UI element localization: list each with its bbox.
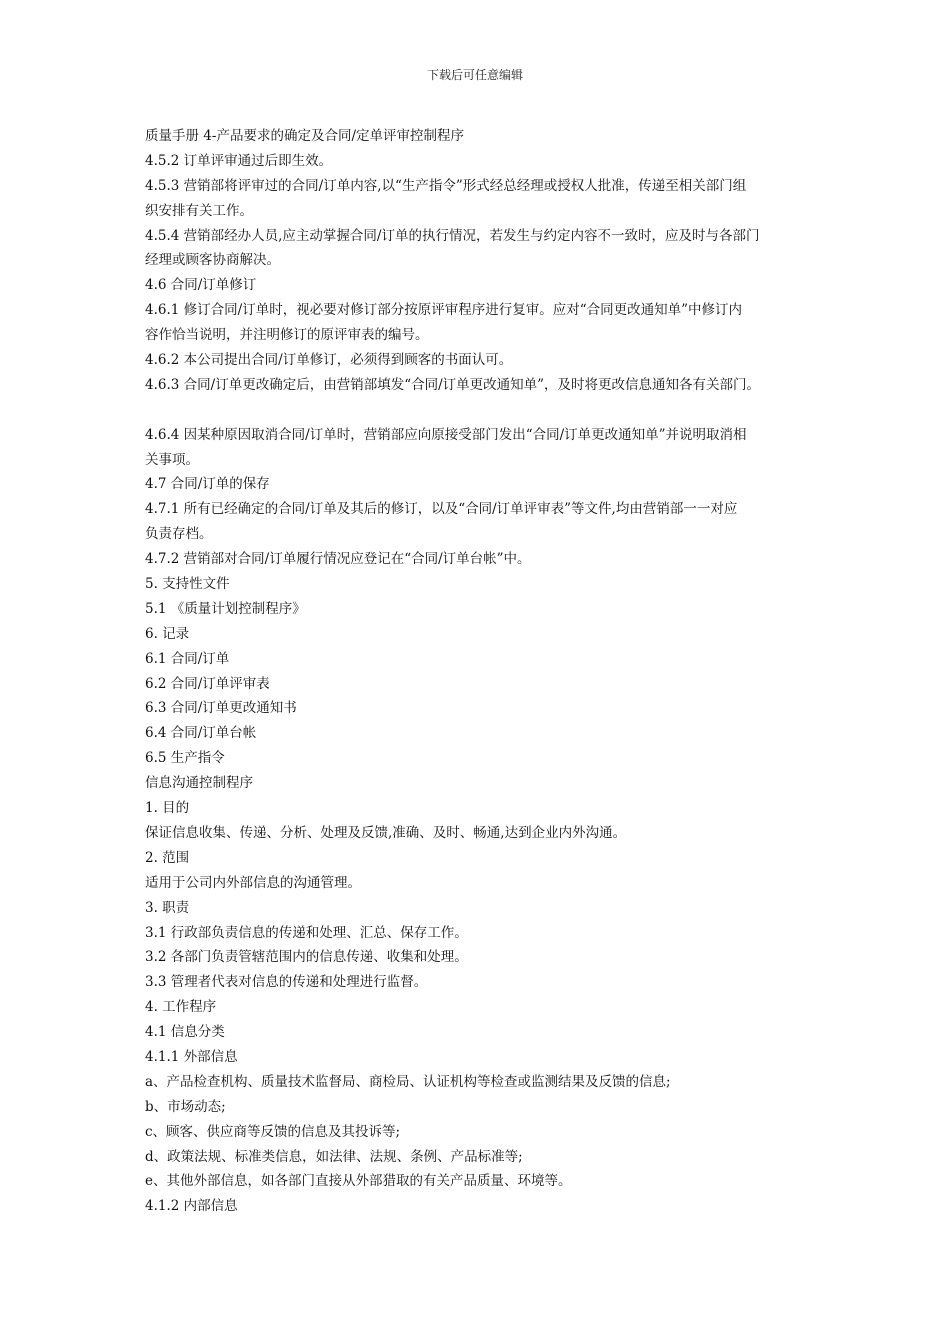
text-line: 容作恰当说明，并注明修订的原评审表的编号。 [145,327,429,344]
text-line: 4.6.4 因某种原因取消合同/订单时，营销部应向原接受部门发出“合同/订单更改通知单”并说明取消相 [145,426,747,443]
text-line: 4.7.2 营销部对合同/订单履行情况应登记在“合同/订单台帐”中。 [145,551,531,568]
text-line: 6.4 合同/订单台帐 [145,725,257,742]
text-line: 4.5.2 订单评审通过后即生效。 [145,152,333,169]
text-line: 3. 职责 [145,899,190,916]
document-body [145,124,825,1219]
text-line: 4.7 合同/订单的保存 [145,476,270,493]
text-line: 6.2 合同/订单评审表 [145,675,270,692]
text-line: 4.6.2 本公司提出合同/订单修订，必须得到顾客的书面认可。 [145,352,513,369]
text-line: 经理或顾客协商解决。 [145,252,280,269]
text-line: 2. 范围 [145,849,190,866]
text-line: 适用于公司内外部信息的沟通管理。 [145,874,361,891]
text-line: 织安排有关工作。 [145,202,253,219]
text-line: 4.5.4 营销部经办人员,应主动掌握合同/订单的执行情况，若发生与约定内容不一致时，应及时与各部门 [145,227,760,244]
text-line: 5.1 《质量计划控制程序》 [145,600,306,617]
text-line: 质量手册 4-产品要求的确定及合同/定单评审控制程序 [145,128,464,144]
text-line: 负责存档。 [145,526,213,543]
text-line: 4.6.1 修订合同/订单时，视必要对修订部分按原评审程序进行复审。应对“合同更改通知单”中修订内 [145,302,742,319]
text-line: d、政策法规、标准类信息，如法律、法规、条例、产品标准等; [145,1148,523,1165]
text-line: 保证信息收集、传递、分析、处理及反馈,准确、及时、畅通,达到企业内外沟通。 [145,824,627,841]
text-line: 3.3 管理者代表对信息的传递和处理进行监督。 [145,974,428,991]
text-line: 4.6.3 合同/订单更改确定后，由营销部填发“合同/订单更改通知单”，及时将更改信息通知各有关部门。 [145,376,761,393]
text-line: c、顾客、供应商等反馈的信息及其投诉等; [145,1123,401,1140]
text-line: 6.3 合同/订单更改通知书 [145,700,297,717]
text-line: 6.5 生产指令 [145,750,225,767]
text-line: 6.1 合同/订单 [145,650,230,667]
text-line: 4.5.3 营销部将评审过的合同/订单内容,以“生产指令”形式经总经理或授权人批准，传递至相关部门组 [145,177,747,194]
text-line: 4.1 信息分类 [145,1024,225,1041]
text-line: 3.2 各部门负责管辖范围内的信息传递、收集和处理。 [145,949,468,966]
text-line: 6. 记录 [145,625,190,642]
text-line: 4.1.2 内部信息 [145,1198,238,1215]
text-line: 4. 工作程序 [145,999,217,1016]
text-line: 关事项。 [145,451,199,468]
text-line: 3.1 行政部负责信息的传递和处理、汇总、保存工作。 [145,924,468,941]
text-line: a、产品检查机构、质量技术监督局、商检局、认证机构等检查或监测结果及反馈的信息; [145,1073,671,1090]
text-line: 信息沟通控制程序 [145,775,253,792]
text-line: e、其他外部信息，如各部门直接从外部猎取的有关产品质量、环境等。 [145,1173,572,1190]
text-line: 4.1.1 外部信息 [145,1048,238,1065]
page-header: 下载后可任意编辑 [426,68,523,82]
text-line: 1. 目的 [145,800,190,817]
blank-line [145,398,825,423]
text-line: 5. 支持性文件 [145,576,230,593]
text-line: b、市场动态; [145,1098,226,1115]
text-line: 4.6 合同/订单修订 [145,277,257,294]
text-line: 4.7.1 所有已经确定的合同/订单及其后的修订，以及“合同/订单评审表”等文件,均由营销部一一对应 [145,501,738,518]
